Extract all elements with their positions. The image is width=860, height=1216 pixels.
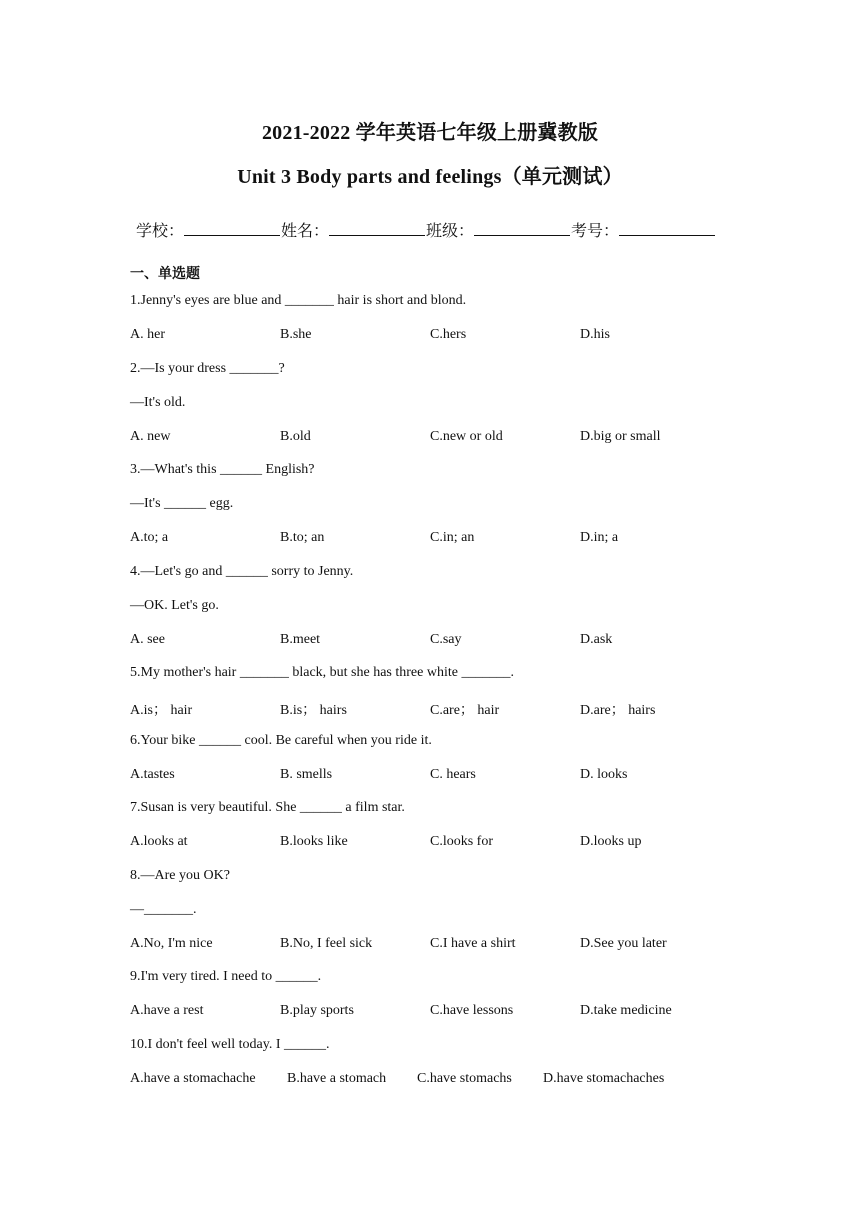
option-a[interactable]: A.tastes <box>130 767 175 782</box>
option-c[interactable]: C. hears <box>430 767 476 782</box>
option-c[interactable]: C.hers <box>430 327 467 342</box>
option-d[interactable]: D.See you later <box>580 936 667 951</box>
question-4: 4.—Let's go and ______ sorry to Jenny. <box>130 564 354 579</box>
option-c[interactable]: C.say <box>430 632 462 647</box>
exam-number-field[interactable] <box>619 219 715 236</box>
option-d[interactable]: D.big or small <box>580 429 661 444</box>
option-a[interactable]: A.to; a <box>130 530 169 545</box>
name-field[interactable] <box>329 219 425 236</box>
page-subtitle: Unit 3 Body parts and feelings（单元测试） <box>237 166 623 188</box>
question-4-response: —OK. Let's go. <box>130 598 219 613</box>
option-b[interactable]: B.old <box>280 429 311 444</box>
question-1-options <box>130 327 730 347</box>
question-8-response: —_______. <box>130 902 197 917</box>
option-d[interactable]: D.ask <box>580 632 613 647</box>
question-2-response: —It's old. <box>130 395 186 410</box>
option-d[interactable]: D.take medicine <box>580 1003 672 1018</box>
question-5-options <box>130 699 730 719</box>
option-c[interactable]: C.new or old <box>430 429 503 444</box>
option-a[interactable]: A. see <box>130 632 165 647</box>
student-info-row <box>136 218 716 241</box>
question-3-response: —It's ______ egg. <box>130 496 234 511</box>
option-a[interactable]: A.is； hair <box>130 703 193 718</box>
school-label: 学校： <box>136 223 185 240</box>
option-b[interactable]: B.she <box>280 327 312 342</box>
option-a[interactable]: A.looks at <box>130 834 188 849</box>
option-c[interactable]: C.have stomachs <box>417 1071 512 1086</box>
option-d[interactable]: D.have stomachaches <box>543 1071 665 1086</box>
option-b[interactable]: B.have a stomach <box>287 1071 387 1086</box>
option-d[interactable]: D.in; a <box>580 530 619 545</box>
option-d[interactable]: D.looks up <box>580 834 642 849</box>
option-b[interactable]: B.to; an <box>280 530 325 545</box>
question-5: 5.My mother's hair _______ black, but she has three white _______. <box>130 665 514 680</box>
question-1: 1.Jenny's eyes are blue and _______ hair is short and blond. <box>130 293 467 308</box>
question-3: 3.—What's this ______ English? <box>130 462 315 477</box>
question-10-options <box>130 1071 730 1091</box>
option-b[interactable]: B.No, I feel sick <box>280 936 373 951</box>
option-b[interactable]: B.looks like <box>280 834 348 849</box>
class-label: 班级： <box>426 223 475 240</box>
option-a[interactable]: A.No, I'm nice <box>130 936 213 951</box>
question-2-options <box>130 429 730 449</box>
option-a[interactable]: A. new <box>130 429 171 444</box>
question-6: 6.Your bike ______ cool. Be careful when you ride it. <box>130 733 432 748</box>
option-a[interactable]: A. her <box>130 327 165 342</box>
question-2: 2.—Is your dress _______? <box>130 361 285 376</box>
page-title: 2021-2022 学年英语七年级上册冀教版 <box>261 122 599 144</box>
option-b[interactable]: B. smells <box>280 767 333 782</box>
option-c[interactable]: C.in; an <box>430 530 475 545</box>
option-c[interactable]: C.looks for <box>430 834 493 849</box>
option-c[interactable]: C.I have a shirt <box>430 936 516 951</box>
option-c[interactable]: C.have lessons <box>430 1003 514 1018</box>
option-b[interactable]: B.is； hairs <box>280 703 347 718</box>
option-a[interactable]: A.have a rest <box>130 1003 204 1018</box>
question-9-options <box>130 1003 730 1023</box>
option-a[interactable]: A.have a stomachache <box>130 1071 256 1086</box>
option-d[interactable]: D.his <box>580 327 610 342</box>
section-heading: 一、单选题 <box>130 266 200 282</box>
option-c[interactable]: C.are； hair <box>430 703 500 718</box>
option-d[interactable]: D. looks <box>580 767 628 782</box>
exam-number-label: 考号： <box>571 223 620 240</box>
question-3-options <box>130 530 730 550</box>
option-b[interactable]: B.play sports <box>280 1003 354 1018</box>
question-8-options <box>130 936 730 956</box>
question-4-options <box>130 632 730 652</box>
class-field[interactable] <box>474 219 570 236</box>
option-b[interactable]: B.meet <box>280 632 321 647</box>
question-10: 10.I don't feel well today. I ______. <box>130 1037 330 1052</box>
school-field[interactable] <box>184 219 280 236</box>
question-7-options <box>130 834 730 854</box>
name-label: 姓名： <box>281 223 330 240</box>
question-9: 9.I'm very tired. I need to ______. <box>130 969 322 984</box>
question-7: 7.Susan is very beautiful. She ______ a film star. <box>130 800 405 815</box>
question-6-options <box>130 767 730 787</box>
option-d[interactable]: D.are； hairs <box>580 703 656 718</box>
question-8: 8.—Are you OK? <box>130 868 230 883</box>
